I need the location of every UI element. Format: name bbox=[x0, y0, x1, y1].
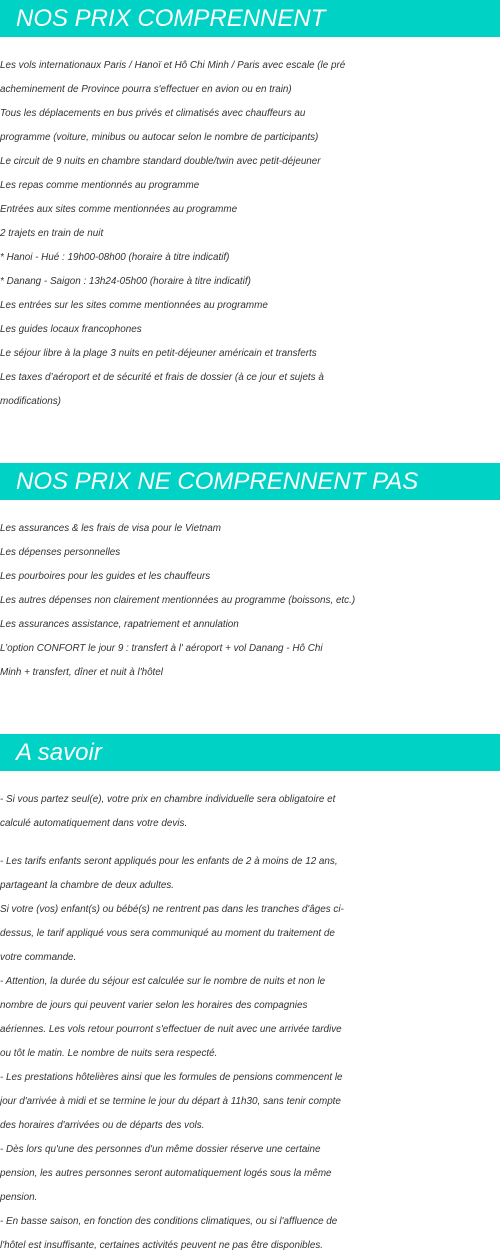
paragraph-line: aériennes. Les vols retour pourront s'effectuer de nuit avec une arrivée tardive bbox=[0, 1024, 342, 1035]
paragraph-line: partageant la chambre de deux adultes. bbox=[0, 880, 175, 891]
list-item: Les dépenses personnelles bbox=[0, 547, 121, 558]
list-item: programme (voiture, minibus ou autocar selon le nombre de participants) bbox=[0, 132, 319, 143]
list-item: 2 trajets en train de nuit bbox=[0, 228, 104, 239]
list-item: Les assurances & les frais de visa pour le Vietnam bbox=[0, 523, 222, 534]
section-header-included: NOS PRIX COMPRENNENT bbox=[0, 0, 500, 37]
paragraph-line: l'hôtel est insuffisante, certaines activités peuvent ne pas être disponibles. bbox=[0, 1240, 324, 1251]
list-item: Les repas comme mentionnés au programme bbox=[0, 180, 200, 191]
paragraph-line: - Attention, la durée du séjour est calculée sur le nombre de nuits et non le bbox=[0, 976, 326, 987]
list-item: Les pourboires pour les guides et les chauffeurs bbox=[0, 571, 211, 582]
paragraph-line: pension, les autres personnes seront automatiquement logés sous la même bbox=[0, 1168, 332, 1179]
list-item: Le circuit de 9 nuits en chambre standard double/twin avec petit-déjeuner bbox=[0, 156, 321, 167]
a-savoir-text bbox=[0, 788, 500, 1258]
list-item: Tous les déplacements en bus privés et climatisés avec chauffeurs au bbox=[0, 108, 306, 119]
list-item: Entrées aux sites comme mentionnées au programme bbox=[0, 204, 238, 215]
section-header-a-savoir: A savoir bbox=[0, 734, 500, 771]
paragraph-line: nombre de jours qui peuvent varier selon les horaires des compagnies bbox=[0, 1000, 308, 1011]
list-item: Les entrées sur les sites comme mentionnées au programme bbox=[0, 300, 268, 311]
list-item: * Danang - Saigon : 13h24-05h00 (horaire à titre indicatif) bbox=[0, 276, 251, 287]
paragraph-line: - Si vous partez seul(e), votre prix en chambre individuelle sera obligatoire et bbox=[0, 794, 336, 805]
list-item: * Hanoi - Hué : 19h00-08h00 (horaire à titre indicatif) bbox=[0, 252, 230, 263]
paragraph-line: pension. bbox=[0, 1192, 38, 1203]
paragraph-line: des horaires d'arrivées ou de départs des vols. bbox=[0, 1120, 205, 1131]
list-item: Minh + transfert, dîner et nuit à l'hôtel bbox=[0, 667, 163, 678]
paragraph-line: jour d'arrivée à midi et se termine le jour du départ à 11h30, sans tenir compte bbox=[0, 1096, 341, 1107]
list-item: Les guides locaux francophones bbox=[0, 324, 142, 335]
section-header-not-included: NOS PRIX NE COMPRENNENT PAS bbox=[0, 463, 500, 500]
paragraph-line: calculé automatiquement dans votre devis. bbox=[0, 818, 188, 829]
list-item: Les vols internationaux Paris / Hanoï et Hô Chi Minh / Paris avec escale (le pré bbox=[0, 60, 346, 71]
paragraph-line: ou tôt le matin. Le nombre de nuits sera respecté. bbox=[0, 1048, 218, 1059]
paragraph-line: - Les prestations hôtelières ainsi que les formules de pensions commencent le bbox=[0, 1072, 343, 1083]
list-item: Les autres dépenses non clairement mentionnées au programme (boissons, etc.) bbox=[0, 595, 356, 606]
included-list bbox=[0, 54, 500, 414]
list-item: Le séjour libre à la plage 3 nuits en petit-déjeuner américain et transferts bbox=[0, 348, 317, 359]
paragraph-line: Si votre (vos) enfant(s) ou bébé(s) ne rentrent pas dans les tranches d'âges ci- bbox=[0, 904, 344, 915]
paragraph-line: votre commande. bbox=[0, 952, 77, 963]
list-item: acheminement de Province pourra s'effectuer en avion ou en train) bbox=[0, 84, 292, 95]
list-item: Les taxes d’aéroport et de sécurité et frais de dossier (à ce jour et sujets à bbox=[0, 372, 324, 383]
list-item: L’option CONFORT le jour 9 : transfert à l' aéroport + vol Danang - Hô Chi bbox=[0, 643, 323, 654]
paragraph-line: - Dès lors qu'une des personnes d'un même dossier réserve une certaine bbox=[0, 1144, 321, 1155]
list-item: modifications) bbox=[0, 396, 61, 407]
paragraph-line: dessus, le tarif appliqué vous sera communiqué au moment du traitement de bbox=[0, 928, 335, 939]
paragraph-line: - Les tarifs enfants seront appliqués pour les enfants de 2 à moins de 12 ans, bbox=[0, 856, 338, 867]
list-item: Les assurances assistance, rapatriement et annulation bbox=[0, 619, 239, 630]
paragraph-line: - En basse saison, en fonction des conditions climatiques, ou si l'affluence de bbox=[0, 1216, 338, 1227]
paragraph-gap bbox=[0, 836, 500, 850]
not-included-list bbox=[0, 517, 500, 685]
